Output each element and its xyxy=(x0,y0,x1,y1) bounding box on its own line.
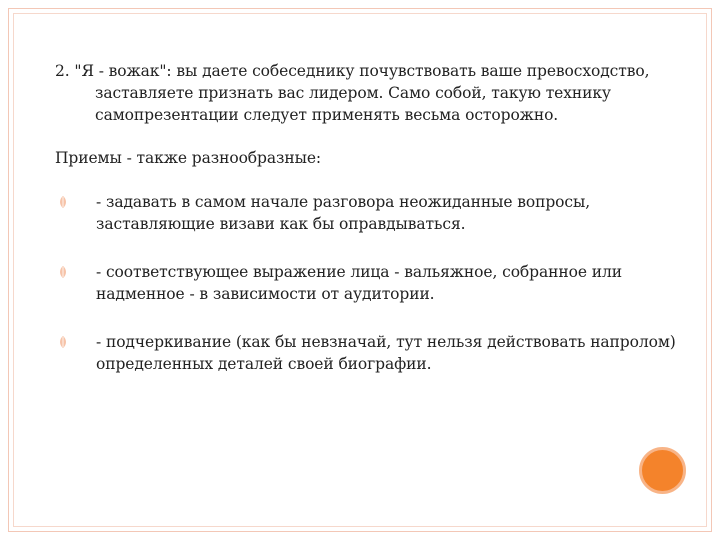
bullet-text: - задавать в самом начале разговора неожиданные вопросы, заставляющие визави как бы оправдываться. xyxy=(96,193,591,233)
leaf-bullet-icon xyxy=(58,196,68,208)
list-item xyxy=(55,261,695,305)
slide-content xyxy=(55,60,695,401)
leaf-bullet-icon xyxy=(58,266,68,278)
bullet-text: - соответствующее выражение лица - вальяжное, собранное или надменное - в зависимости от аудитории. xyxy=(96,263,622,303)
leaf-bullet-icon xyxy=(58,336,68,348)
paragraph-techniques-heading: Приемы - также разнообразные: xyxy=(55,149,322,167)
bullet-list xyxy=(55,191,695,375)
orange-circle-decoration xyxy=(639,447,686,494)
list-item xyxy=(55,331,695,375)
list-item xyxy=(55,191,695,235)
bullet-text: - подчеркивание (как бы невзначай, тут нельзя действовать напролом) определенных деталей своей биографии. xyxy=(96,333,676,373)
paragraph-leader-technique: 2. "Я - вожак": вы даете собеседнику почувствовать ваше превосходство, заставляете признать вас лидером. Само собой, такую технику самопрезентации следует применять весьма осторожно. xyxy=(55,62,650,124)
